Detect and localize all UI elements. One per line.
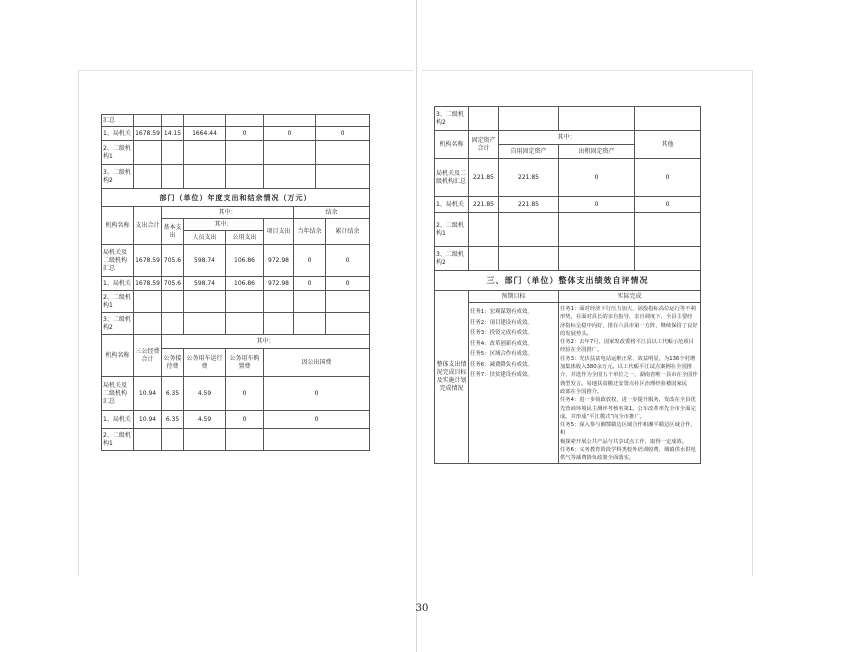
cell: 221.85 — [469, 197, 499, 213]
cell — [326, 313, 370, 335]
row-name: 局机关及二级机构汇总 — [435, 159, 469, 197]
cell — [162, 115, 184, 127]
table-row — [102, 429, 370, 451]
list-item: 经验在全国推广。 — [560, 347, 603, 354]
cell: 0 — [226, 411, 264, 429]
cell — [162, 165, 184, 189]
header-actual: 实际完成 — [559, 291, 701, 303]
cell — [134, 313, 162, 335]
cell: 14.15 — [162, 127, 184, 141]
page-number: 30 — [415, 603, 429, 614]
list-item: 任务4：进一步简政放权，进一步提升服务，发改在全县优 — [560, 397, 696, 404]
row-name: 3、二级机构2 — [102, 165, 134, 189]
row-name: 3、二级机构2 — [435, 247, 469, 271]
table-row — [102, 165, 370, 189]
cell — [559, 213, 635, 247]
cell: 221.85 — [499, 197, 559, 213]
list-item: 成，并形成“平江模式”向全市推广。 — [560, 413, 645, 420]
list-item: 任务3：光伏扶贫电站运维正常、效益明显，为136个村增 — [560, 355, 696, 362]
cell — [226, 291, 264, 313]
actual-list — [559, 303, 701, 464]
cell — [184, 291, 226, 313]
cell — [316, 115, 370, 127]
cell: 1678.59 — [134, 277, 162, 291]
target-list — [469, 303, 559, 464]
cell: 598.74 — [184, 277, 226, 291]
header-public: 公用支出 — [226, 231, 264, 245]
cell — [184, 313, 226, 335]
cell — [226, 115, 264, 127]
list-item: 任务6：减费降负有成效。 — [470, 361, 533, 368]
row-name: 1、局机关 — [435, 197, 469, 213]
cell — [469, 213, 499, 247]
cell: 1678.59 — [134, 245, 162, 277]
list-item: 任务7：扶贫建设有成效。 — [470, 372, 533, 378]
list-item: 任务1：宏观谋划有成效。 — [470, 309, 533, 315]
cell: 6.35 — [162, 377, 184, 411]
cell — [559, 247, 635, 271]
cell: 972.98 — [264, 245, 294, 277]
cell: 221.85 — [499, 159, 559, 197]
side-label: 整体支出情况完成目标及实施计划完成情况 — [435, 291, 469, 464]
list-item: 政部在全国推介。 — [560, 388, 603, 395]
row-name: 1、局机关 — [102, 127, 134, 141]
right-sheet — [434, 106, 700, 464]
header-surplus: 结余 — [294, 207, 370, 219]
header-among: 其中： — [162, 207, 294, 219]
header-vehicle-run: 公务用车运行费 — [184, 349, 226, 377]
cell — [499, 247, 559, 271]
cell — [162, 429, 184, 451]
row-name: 2、二级机构1 — [435, 213, 469, 247]
list-item: 任务6：义务教育阶段学科类校外培训收费、城镇供水供电 — [560, 447, 696, 454]
header-name: 机构名称 — [102, 335, 134, 377]
header-abroad: 因公出国费 — [264, 349, 370, 377]
cell — [162, 291, 184, 313]
header-name: 机构名称 — [102, 207, 134, 245]
table-summary-continued — [101, 114, 370, 189]
list-item: 任务3：投资完成有成效。 — [470, 330, 533, 336]
cell: 0 — [559, 197, 635, 213]
list-item: 加集体收入380余万元。以工代赈平江试点案例在全国推 — [560, 364, 692, 371]
cell: 106.86 — [226, 277, 264, 291]
list-item: 任务5：区域合作有成效。 — [470, 351, 533, 357]
header-project: 项目支出 — [264, 219, 294, 245]
table-row — [102, 127, 370, 141]
cell: 10.94 — [134, 411, 162, 429]
cell — [134, 429, 162, 451]
table-title: 部门（单位）年度支出和结余情况（万元） — [102, 189, 370, 207]
cell: 0 — [294, 245, 326, 277]
row-name: 局机关及二级机构汇总 — [102, 377, 134, 411]
header-fixed-total: 固定资产合计 — [469, 131, 499, 159]
cell: 0 — [294, 277, 326, 291]
cell: 0 — [559, 159, 635, 197]
table-row — [435, 213, 701, 247]
cell: 10.94 — [134, 377, 162, 411]
cell — [184, 165, 226, 189]
cell — [134, 291, 162, 313]
header-vehicle-buy: 公务用车购置费 — [226, 349, 264, 377]
header-target: 预期目标 — [469, 291, 559, 303]
cell — [264, 165, 316, 189]
cell: 705.6 — [162, 277, 184, 291]
cell: 106.86 — [226, 245, 264, 277]
cell — [635, 213, 701, 247]
cell — [226, 313, 264, 335]
table-row — [102, 277, 370, 291]
row-name: 3、二级机构2 — [435, 107, 469, 131]
list-item: 任务5：深入参与湘鄂赣边区域合作和湘平赣边区域合作，积 — [560, 422, 696, 437]
cell: 0 — [635, 197, 701, 213]
cell — [469, 247, 499, 271]
header-personnel: 人员支出 — [184, 231, 226, 245]
table-row — [102, 377, 370, 411]
table-row — [102, 115, 370, 127]
section-title: 三、部门（单位）整体支出绩效自评情况 — [435, 271, 701, 291]
row-name: 1、局机关 — [102, 277, 134, 291]
row-name: 2、二级机构1 — [102, 429, 134, 451]
list-item: 任务4：改革创新有成效。 — [470, 340, 533, 347]
list-item: 任务2：项目建设有成效。 — [470, 319, 533, 326]
cell — [264, 115, 316, 127]
cell — [184, 115, 226, 127]
cell — [559, 107, 635, 131]
list-item: 极探索开展公共产品与共享试点工作，取得一定成效。 — [560, 438, 688, 445]
list-item: 典型发言。易地扶贫搬迁安置点社区治理经验被国家民 — [560, 380, 688, 387]
cell: 0 — [635, 159, 701, 197]
table-three-public-expenses — [101, 334, 370, 451]
row-name: 3、二级机构2 — [102, 313, 134, 335]
row-name: 1、局机关 — [102, 411, 134, 429]
left-sheet — [101, 114, 369, 451]
table-row — [435, 107, 701, 131]
cell — [134, 141, 162, 165]
cell — [226, 141, 264, 165]
cell: 705.6 — [162, 245, 184, 277]
list-item: 形势，在面对县长的亲自指导，亲自调度下，全县主要经 — [560, 314, 693, 321]
cell: 0 — [264, 127, 316, 141]
cell — [162, 141, 184, 165]
cell — [326, 291, 370, 313]
row-name: 汇总 — [102, 115, 134, 127]
cell: 1678.59 — [134, 127, 162, 141]
row-name: 2、二级机构1 — [102, 291, 134, 313]
table-row — [102, 313, 370, 335]
cell — [264, 313, 294, 335]
cell: 4.59 — [184, 411, 226, 429]
cell — [264, 429, 370, 451]
cell: 4.59 — [184, 377, 226, 411]
list-item: 任务2：去年7月，国家发改委将平江县以工代赈示范项目 — [560, 339, 694, 346]
table-row — [102, 291, 370, 313]
cell: 0 — [326, 277, 370, 291]
list-item: 供气等减费降负政策全面落实。 — [560, 455, 635, 462]
list-item: 济指标呈稳中向好，排在六县市第一方阵，继续保持了良好 — [560, 322, 698, 329]
cell: 6.35 — [162, 411, 184, 429]
header-total: 支出合计 — [134, 207, 162, 245]
right-page — [422, 70, 753, 576]
list-item: 任务1：面对经济下行压力加大，固投指标高位运行等不利 — [560, 306, 696, 312]
header-among: 其中： — [499, 131, 635, 145]
header-other: 其他 — [635, 131, 701, 159]
header-basic: 基本支出 — [162, 219, 184, 245]
cell — [184, 429, 226, 451]
cell: 0 — [264, 411, 370, 429]
cell — [226, 165, 264, 189]
cell: 0 — [226, 127, 264, 141]
cell — [184, 141, 226, 165]
header-year-surplus: 当年结余 — [294, 219, 326, 245]
cell — [499, 213, 559, 247]
cell: 1664.44 — [184, 127, 226, 141]
list-item: 介，并选作为全国五个单位之一，湖南省唯一县市在全国作 — [560, 372, 698, 379]
header-reception: 公务接待费 — [162, 349, 184, 377]
header-rent: 出租固定资产 — [559, 145, 635, 159]
cell: 221.85 — [469, 159, 499, 197]
cell: 972.98 — [264, 277, 294, 291]
table-row — [102, 411, 370, 429]
list-item: 的发展势头。 — [560, 330, 592, 337]
cell: 0 — [264, 377, 370, 411]
header-self-use: 自用固定资产 — [499, 145, 559, 159]
table-row — [102, 141, 370, 165]
header-among: 其中： — [162, 335, 370, 349]
left-page — [78, 70, 413, 576]
table-row — [435, 197, 701, 213]
cell — [264, 291, 294, 313]
header-among2: 其中： — [184, 219, 264, 231]
table-fixed-assets — [434, 106, 701, 271]
cell — [294, 313, 326, 335]
cell — [162, 313, 184, 335]
cell — [635, 247, 701, 271]
header-total: 三公经费合计 — [134, 335, 162, 377]
cell: 0 — [316, 127, 370, 141]
table-row — [435, 247, 701, 271]
cell — [134, 165, 162, 189]
cell — [316, 165, 370, 189]
table-expenditure-surplus — [101, 188, 370, 335]
cell — [264, 141, 316, 165]
spread-fold-line — [416, 0, 417, 652]
cell: 598.74 — [184, 245, 226, 277]
table-row — [435, 159, 701, 197]
cell — [635, 107, 701, 131]
cell — [469, 107, 499, 131]
cell — [294, 291, 326, 313]
header-cum-surplus: 累计结余 — [326, 219, 370, 245]
list-item: 先营商环境民主测评考核名第1。公车改革率先全市全面完 — [560, 405, 696, 412]
cell — [134, 115, 162, 127]
header-name: 机构名称 — [435, 131, 469, 159]
row-name: 2、二级机构1 — [102, 141, 134, 165]
cell — [316, 141, 370, 165]
row-name: 局机关及二级机构汇总 — [102, 245, 134, 277]
cell — [499, 107, 559, 131]
cell: 0 — [226, 377, 264, 411]
table-performance-self-evaluation — [434, 270, 701, 464]
table-row — [102, 245, 370, 277]
cell: 0 — [326, 245, 370, 277]
cell — [226, 429, 264, 451]
